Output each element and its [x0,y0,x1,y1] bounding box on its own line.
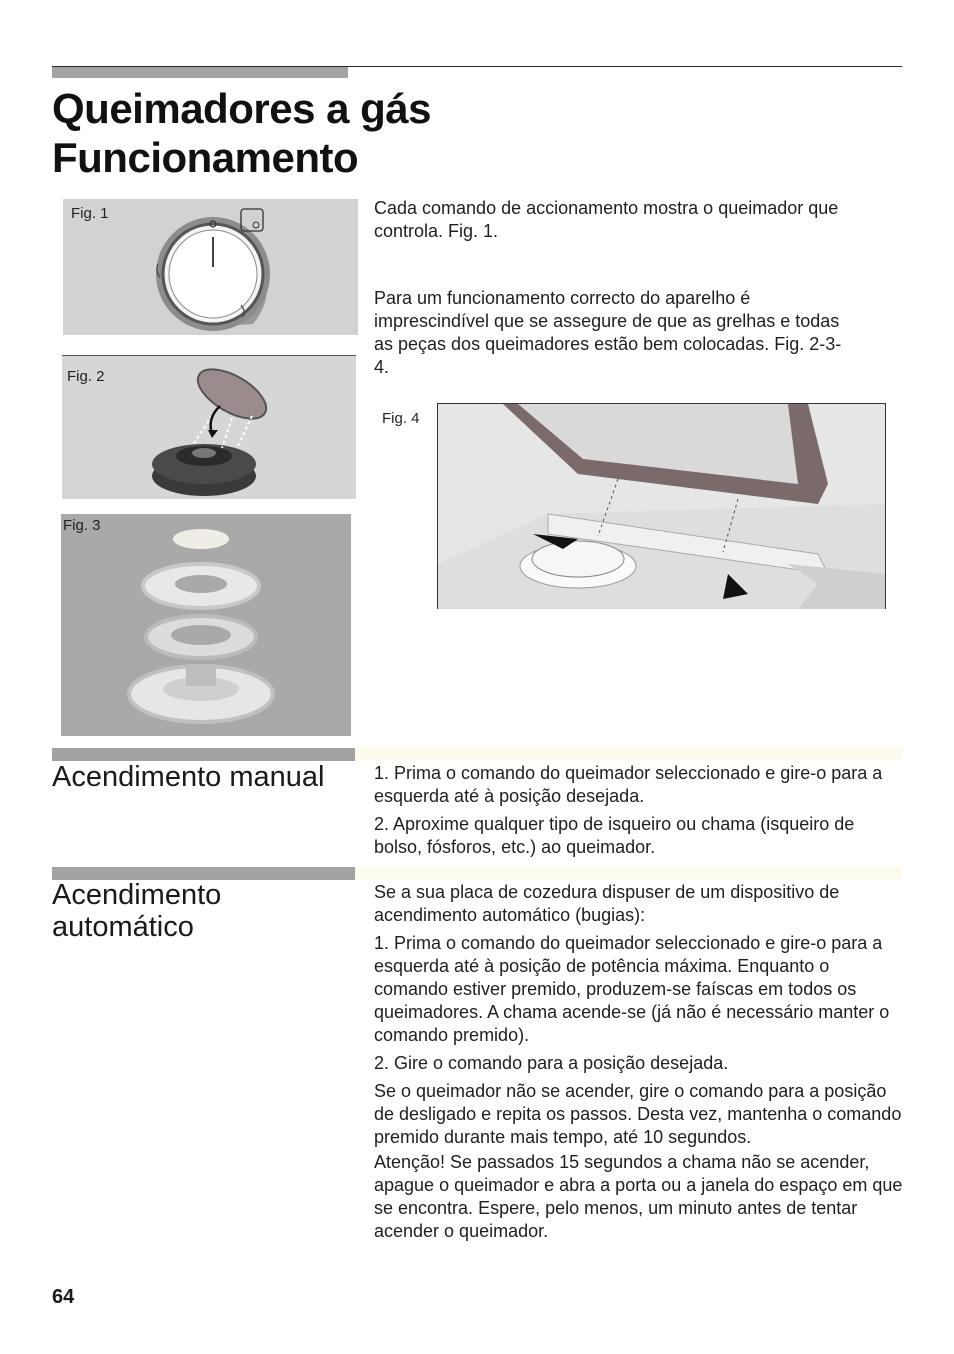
figure-4 [437,403,886,609]
manual-text [374,762,904,864]
manual-step-2: 2. Aproxime qualquer tipo de isqueiro ou chama (isqueiro de bolso, fósforos, etc.) ao queimador. [374,814,855,857]
knob-illustration [63,199,358,335]
auto-step-1: 1. Prima o comando do queimador seleccionado e gire-o para a esquerda até à posição de potência máxima. Enquanto o comando estiver premido, produzem-se faíscas em todos os queimadores. A chama acende-se (já não é necessário manter o comando premido). [374,933,890,1045]
title-line-2: Funcionamento [52,134,359,181]
auto-intro: Se a sua placa de cozedura dispuser de um dispositivo de acendimento automático (bugias): [374,882,840,925]
figure-1-label: Fig. 1 [71,205,109,222]
figure-3 [61,514,351,736]
section-highlight-manual [355,747,902,760]
intro-text-2 [374,287,844,384]
auto-note-1: Se o queimador não se acender, gire o comando para a posição de desligado e repita os passos. Desta vez, mantenha o comando premido durante mais tempo, até 10 segundos. [374,1081,902,1147]
intro-paragraph-2: Para um funcionamento correcto do aparelho é imprescindível que se assegure de que as grelhas e todas as peças dos queimadores estão bem colocadas. Fig. 2-3-4. [374,288,842,377]
figure-1 [63,199,358,335]
section-bar-manual [52,748,355,761]
figure-3-label: Fig. 3 [63,517,101,534]
auto-note-2: Atenção! Se passados 15 segundos a chama não se acender, apague o queimador e abra a porta ou a janela do espaço em que se encontra. Espere, pelo menos, um minuto antes de tentar acender o queimador. [374,1152,903,1241]
figure-4-label: Fig. 4 [382,410,420,427]
page-title [52,84,752,182]
section-heading-manual: Acendimento manual [52,761,325,793]
burner-cap-illustration [62,356,356,499]
intro-text [374,197,902,248]
header-bar [52,67,348,78]
section-heading-auto [52,879,221,943]
grate-illustration [438,404,885,609]
auto-heading-line-2: automático [52,911,194,943]
section-highlight-auto [355,866,902,879]
figure-2-label: Fig. 2 [67,368,105,385]
burner-parts-illustration [61,514,351,736]
title-line-1: Queimadores a gás [52,85,431,132]
auto-heading-line-1: Acendimento [52,879,222,911]
manual-step-1: 1. Prima o comando do queimador seleccionado e gire-o para a esquerda até à posição desejada. [374,763,883,806]
figure-2 [62,355,356,499]
page-number: 64 [52,1286,75,1308]
intro-paragraph-1: Cada comando de accionamento mostra o queimador que controla. Fig. 1. [374,198,839,241]
auto-step-2: 2. Gire o comando para a posição desejada. [374,1053,729,1073]
auto-text [374,881,904,1248]
